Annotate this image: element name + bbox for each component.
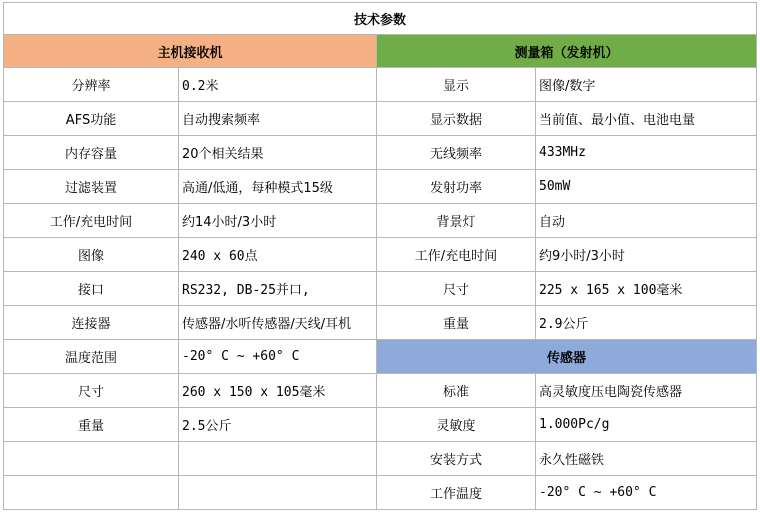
table-row <box>4 374 757 408</box>
table-row <box>4 442 757 476</box>
transmitter-header: 测量箱（发射机） <box>377 35 757 68</box>
receiver-value: 0.2米 <box>179 68 377 102</box>
transmitter-label: 工作/充电时间 <box>377 238 536 272</box>
table-row <box>4 204 757 238</box>
table-row <box>4 408 757 442</box>
table-row <box>4 102 757 136</box>
transmitter-value: 433MHz <box>536 136 757 170</box>
sensor-header: 传感器 <box>377 340 757 374</box>
receiver-value: 2.5公斤 <box>179 408 377 442</box>
spec-table <box>3 2 757 510</box>
sensor-label: 标准 <box>377 374 536 408</box>
transmitter-label: 发射功率 <box>377 170 536 204</box>
receiver-value: 约14小时/3小时 <box>179 204 377 238</box>
receiver-label: 工作/充电时间 <box>4 204 179 238</box>
sensor-value: -20° C ~ +60° C <box>536 476 757 510</box>
transmitter-value: 自动 <box>536 204 757 238</box>
transmitter-label: 背景灯 <box>377 204 536 238</box>
transmitter-label: 无线频率 <box>377 136 536 170</box>
transmitter-label: 显示 <box>377 68 536 102</box>
sensor-label: 安装方式 <box>377 442 536 476</box>
transmitter-value: 当前值、最小值、电池电量 <box>536 102 757 136</box>
receiver-label: 接口 <box>4 272 179 306</box>
transmitter-label: 尺寸 <box>377 272 536 306</box>
table-row <box>4 272 757 306</box>
sensor-label: 灵敏度 <box>377 408 536 442</box>
receiver-value <box>179 476 377 510</box>
receiver-label: 尺寸 <box>4 374 179 408</box>
sensor-value: 1.000Pc/g <box>536 408 757 442</box>
receiver-header: 主机接收机 <box>4 35 377 68</box>
table-row <box>4 476 757 510</box>
transmitter-label: 重量 <box>377 306 536 340</box>
receiver-value: 自动搜索频率 <box>179 102 377 136</box>
receiver-value: -20° C ~ +60° C <box>179 340 377 374</box>
receiver-label: 重量 <box>4 408 179 442</box>
table-title: 技术参数 <box>4 3 757 35</box>
transmitter-value: 约9小时/3小时 <box>536 238 757 272</box>
table-row <box>4 136 757 170</box>
receiver-label: 图像 <box>4 238 179 272</box>
receiver-label: 过滤装置 <box>4 170 179 204</box>
transmitter-value: 225 x 165 x 100毫米 <box>536 272 757 306</box>
table-row <box>4 170 757 204</box>
sensor-value: 高灵敏度压电陶瓷传感器 <box>536 374 757 408</box>
receiver-value: 高通/低通，每种模式15级 <box>179 170 377 204</box>
receiver-value: 传感器/水听传感器/天线/耳机 <box>179 306 377 340</box>
transmitter-label: 显示数据 <box>377 102 536 136</box>
receiver-label <box>4 476 179 510</box>
receiver-value: 20个相关结果 <box>179 136 377 170</box>
title-row <box>4 3 757 35</box>
receiver-label: AFS功能 <box>4 102 179 136</box>
sensor-label: 工作温度 <box>377 476 536 510</box>
receiver-label: 内存容量 <box>4 136 179 170</box>
receiver-value: RS232, DB-25并口, <box>179 272 377 306</box>
transmitter-value: 2.9公斤 <box>536 306 757 340</box>
table-row <box>4 238 757 272</box>
sensor-value: 永久性磁铁 <box>536 442 757 476</box>
receiver-label <box>4 442 179 476</box>
section-header-row <box>4 35 757 68</box>
receiver-value: 240 x 60点 <box>179 238 377 272</box>
table-row <box>4 306 757 340</box>
table-row <box>4 68 757 102</box>
receiver-label: 连接器 <box>4 306 179 340</box>
transmitter-value: 50mW <box>536 170 757 204</box>
receiver-label: 温度范围 <box>4 340 179 374</box>
table-row <box>4 340 757 374</box>
transmitter-value: 图像/数字 <box>536 68 757 102</box>
receiver-value: 260 x 150 x 105毫米 <box>179 374 377 408</box>
receiver-value <box>179 442 377 476</box>
receiver-label: 分辨率 <box>4 68 179 102</box>
